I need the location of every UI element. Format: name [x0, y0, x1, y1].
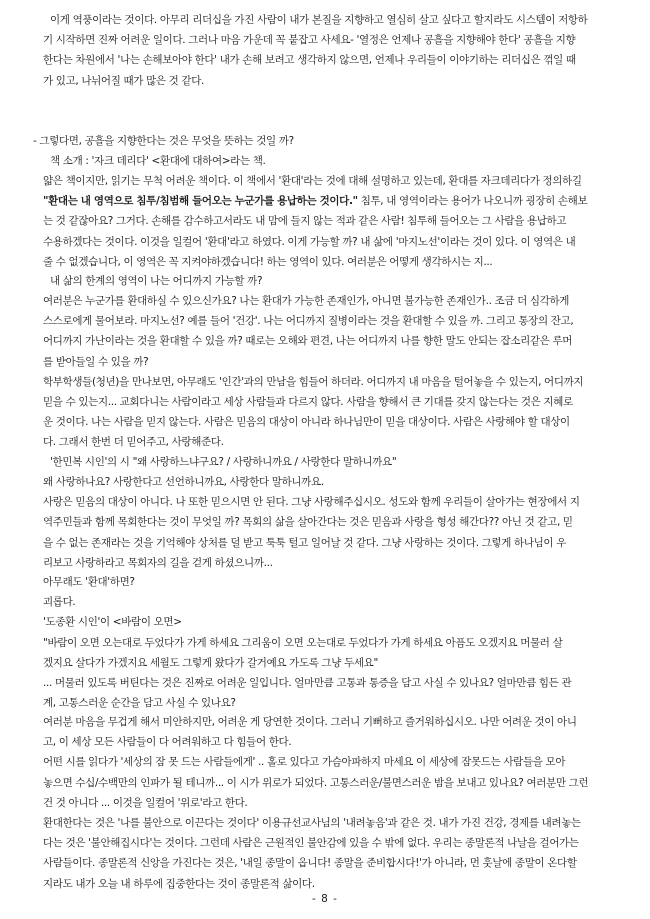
text-line: 건 것 아니다 ... 이것을 일컬어 '위로'라고 한다.: [43, 796, 248, 809]
section-question: [33, 131, 613, 151]
section-limits-title: [50, 271, 620, 291]
paragraph-wind-poem: [43, 572, 623, 713]
text-line: 수용하겠다는 것이다. 이것을 일컬어 '환대'라고 하였다. 이게 가능할 까? 내 삶에 '마지노선'이라는 것이 있다. 이 영역은 내: [43, 235, 576, 248]
text-line: 여러분 마음을 무겁게 해서 미안하지만, 어려운 게 당연한 것이다. 그러니 기뻐하고 즐거워하십시오. 나만 어려운 것이 아니: [43, 716, 577, 728]
text-line: 내 삶의 한계의 영역이 나는 어디까지 가능할 까?: [50, 275, 263, 287]
poem-quote: [50, 452, 620, 472]
page-number: - 8 -: [312, 893, 338, 905]
text-line: 역주민들과 함께 목회한다는 것이 무엇일 까? 목회의 삶을 살아간다는 것은 믿음과 사랑을 형성 해간다?? 아닌 것 같고, 믿: [43, 516, 573, 529]
text-line: 을 수 없는 존재라는 것을 기억해야 상처를 덜 받고 툭툭 털고 일어날 것 같다. 그냥 사랑하는 것이다. 그렇게 하나님이 우: [43, 536, 567, 549]
text-line: '한민복 시인'의 시 "왜 사랑하느냐구요? / 사랑하니까요 / 사랑한다 말하니까요": [50, 456, 397, 468]
text-line: 믿을 수 있는지... 교회다니는 사람이라고 세상 사람들과 다르지 않다. 사람을 향해서 큰 기대를 갖지 않는다는 것은 지혜로: [43, 396, 573, 409]
text-line: 가 있고, 나뉘어질 때가 많은 것 같다.: [43, 74, 205, 87]
text-line: 는 것 같잖아요? 그거다. 손해를 감수하고서라도 내 맘에 들지 않는 적과 같은 사람! 침투해 들어오는 그 사람을 용납하고: [43, 215, 567, 228]
text-line: 운 것이다. 나는 사람을 믿지 않는다. 사람은 믿음의 대상이 아니라 하나님만이 믿을 대상이다. 사람은 사랑해야 할 대상이: [43, 416, 570, 429]
text-line: ... 머물러 있도록 버틴다는 것은 진짜로 어려운 일입니다. 얼마만큼 고통과 통증을 담고 사실 수 있나요? 얼마만큼 힘든 관: [43, 677, 572, 690]
text-line: 한다는 차원에서 '나는 손해보아야 한다' 내가 손해 보려고 생각하지 않으면, 언제나 우리들이 이야기하는 리더십은 꺾일 때: [43, 54, 576, 67]
text-line: 스스로에게 물어보라. 마지노선? 예를 들어 '건강'. 나는 어디까지 질병이라는 것을 환대할 수 있을 까. 그리고 통장의 잔고,: [43, 315, 574, 328]
book-intro: [50, 151, 620, 171]
text-line: [43, 191, 623, 211]
text-line: 왜 사랑하나요? 사랑한다고 선언하니까요, 사랑한다 말하니까요.: [43, 476, 324, 488]
text-line: 얇은 책이지만, 읽기는 무척 어려운 책이다. 이 책에서 '환대'라는 것에 대해 설명하고 있는데, 환대를 자크데리다가 정의하길: [43, 175, 582, 187]
text-line: 겠지요 살다가 가겠지요 세월도 그렇게 왔다가 갈거예요 가도록 그냥 두세요": [43, 656, 378, 669]
text-line: 기 시작하면 진짜 어려운 일이다. 그러나 마음 가운데 꼭 붙잡고 사세요- '열정은 언제나 공흘을 지향해야 한다' 공흘을 지향: [43, 34, 576, 47]
text-line: 를 받아들일 수 있을 까?: [43, 355, 149, 368]
text-line: 책 소개 : '자크 데리다' <환대에 대하여>라는 책.: [50, 155, 266, 167]
text-line: 고, 이 세상 모든 사람들이 다 어려워하고 다 힘들어 한다.: [43, 736, 292, 749]
text-line: 다. 그래서 한번 더 믿어주고, 사랑해준다.: [43, 436, 224, 449]
text-line: 계, 고통스러운 순간을 담고 사실 수 있나요?: [43, 697, 236, 710]
text-line: 지라도 내가 오늘 내 하루에 집중한다는 것이 종말론적 삶이다.: [43, 877, 315, 890]
text-line: 사랑은 믿음의 대상이 아니다. 나 또한 믿으시면 안 된다. 그냥 사랑해주십시오. 성도와 함께 우리들이 살아가는 현장에서 지: [43, 496, 580, 509]
text-line: 어디까지 가난이라는 것을 환대할 수 있을 까? 때로는 오해와 편견, 나는 어디까지 나를 향한 말도 안되는 잡소리같은 루머: [43, 335, 573, 348]
paragraph-limits: [43, 291, 623, 453]
text-fragment: 침투, 내 영역이라는 용어가 나오니까 굉장히 손해보: [357, 195, 588, 208]
text-line: '도종환 시인'이 <바람이 오면>: [43, 616, 182, 629]
text-line: 다는 것은 '불안해집시다'는 것이다. 그런데 사람은 근원적인 불안감에 있을 수 밖에 없다. 우리는 종말론적 나날을 걸어가는: [43, 837, 579, 850]
paragraph-eschatology: [43, 813, 623, 894]
text-line: 아무래도 '환대'하면?: [43, 576, 135, 588]
paragraph-love: [43, 472, 623, 573]
question-heading: - 그렇다면, 공흘을 지향한다는 것은 무엇을 뜻하는 것일 까?: [33, 135, 294, 147]
paragraph-comfort: [43, 712, 623, 813]
text-line: 사람들이다. 종말론적 신앙을 가진다는 것은, '내일 종말이 옵니다! 종말을 준비합시다!'가 아니라, 먼 훗날에 종말이 온다할: [43, 857, 577, 870]
text-line: 놓으면 수십/수백만의 인파가 될 테니까... 이 시가 위로가 되었다. 고통스러운/불면스러운 밤을 보내고 있나요? 여러분만 그런: [43, 776, 589, 789]
paragraph-headwind: [43, 10, 623, 91]
definition-quote: "환대는 내 영역으로 침투/침범해 들어오는 누군가를 용납하는 것이다.": [43, 195, 358, 208]
text-line: 환대한다는 것은 '나를 불안으로 이끈다는 것이다' 이용규선교사님의 '내려놓음'과 같은 것. 내가 가진 건강, 경제를 내려놓는: [43, 817, 581, 829]
text-line: 리보고 사랑하라고 목회자의 길을 걷게 하셨으니까...: [43, 556, 273, 569]
text-line: 줄 수 없겠습니다, 이 영역은 꼭 지켜야하겠습니다! 하는 영역이 있다. 여러분은 어떻게 생각하시는 지...: [43, 255, 493, 268]
text-line: 여러분은 누군가를 환대하실 수 있으신가요? 나는 환대가 가능한 존재인가, 아니면 불가능한 존재인가.. 조금 더 심각하게: [43, 295, 570, 307]
text-line: 학부학생들(청년)을 만나보면, 아무래도 '인간'과의 만남을 힘들어 하더라. 어디까지 내 마음을 털어놓을 수 있는지, 어디까지: [43, 375, 584, 388]
text-line: "바람이 오면 오는대로 두었다가 가게 하세요 그리움이 오면 오는대로 두었다가 가게 하세요 아픔도 오겠지요 머물러 살: [43, 636, 563, 649]
text-line: 괴롭다.: [43, 596, 76, 609]
paragraph-hospitality-definition: [43, 171, 623, 272]
text-line: 이게 역풍이라는 것이다. 아무리 리더십을 가진 사람이 내가 본질을 지향하고 열심히 살고 싶다고 할지라도 시스템이 저항하: [50, 14, 588, 26]
text-line: 어떤 시를 읽다가 '세상의 잠 못 드는 사람들에게' .. 홀로 있다고 가슴아파하지 마세요 이 세상에 잠못드는 사람들을 모아: [43, 756, 566, 769]
